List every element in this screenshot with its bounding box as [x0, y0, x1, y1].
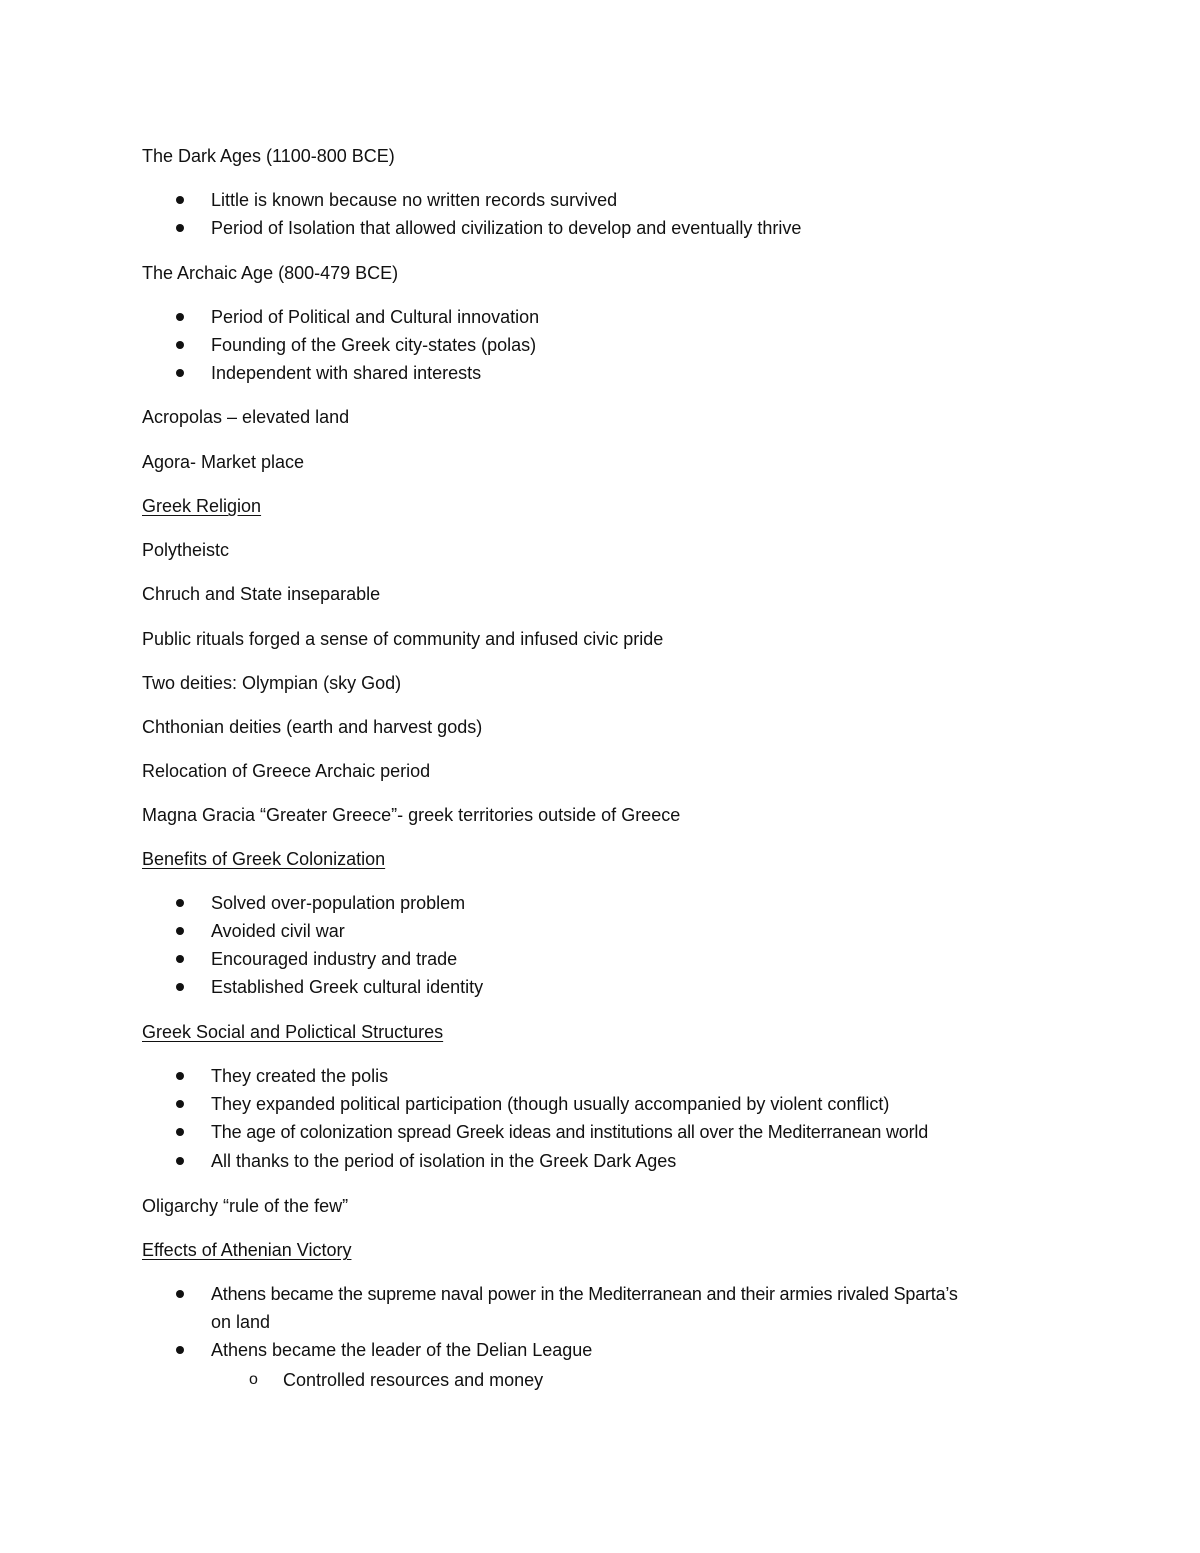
bullet-icon	[176, 1100, 184, 1108]
list-item: They expanded political participation (though usually accompanied by violent conflict)	[211, 1094, 890, 1114]
bullet-icon	[176, 899, 184, 907]
paragraph-line: Chthonian deities (earth and harvest gods)	[142, 717, 483, 737]
list-item: Athens became the supreme naval power in the Mediterranean and their armies rivaled Sparta’s	[211, 1284, 958, 1304]
list-item: Independent with shared interests	[211, 363, 482, 383]
list-item: They created the polis	[211, 1066, 389, 1086]
sub-bullet-icon: o	[249, 1371, 258, 1388]
bullet-icon	[176, 1128, 184, 1136]
bullet-icon	[176, 1290, 184, 1298]
list-item: Encouraged industry and trade	[211, 949, 458, 969]
bullet-icon	[176, 955, 184, 963]
paragraph-line: Acropolas – elevated land	[142, 407, 350, 427]
list-item: Founding of the Greek city-states (polas)	[211, 335, 537, 355]
dark-ages-title: The Dark Ages (1100-800 BCE)	[142, 146, 395, 166]
bullet-icon	[176, 1157, 184, 1165]
bullet-icon	[176, 341, 184, 349]
list-item: Established Greek cultural identity	[211, 977, 484, 997]
paragraph-line: Relocation of Greece Archaic period	[142, 761, 431, 781]
paragraph-line: Oligarchy “rule of the few”	[142, 1196, 349, 1216]
list-item: Period of Political and Cultural innovation	[211, 307, 540, 327]
section-heading-greek-religion: Greek Religion	[142, 496, 262, 516]
list-item: Athens became the leader of the Delian League	[211, 1340, 593, 1360]
paragraph-line: Chruch and State inseparable	[142, 584, 381, 604]
bullet-icon	[176, 313, 184, 321]
section-heading-athenian-victory: Effects of Athenian Victory	[142, 1240, 352, 1260]
section-heading-social-political: Greek Social and Polictical Structures	[142, 1022, 444, 1042]
paragraph-line: Two deities: Olympian (sky God)	[142, 673, 402, 693]
paragraph-line: Agora- Market place	[142, 452, 305, 472]
list-item: The age of colonization spread Greek ideas and institutions all over the Mediterranean world	[211, 1122, 929, 1142]
list-item: Solved over-population problem	[211, 893, 466, 913]
list-item: All thanks to the period of isolation in the Greek Dark Ages	[211, 1151, 677, 1171]
bullet-icon	[176, 1346, 184, 1354]
archaic-age-title: The Archaic Age (800-479 BCE)	[142, 263, 399, 283]
list-item: Period of Isolation that allowed civilization to develop and eventually thrive	[211, 218, 802, 238]
paragraph-line: Magna Gracia “Greater Greece”- greek territories outside of Greece	[142, 805, 681, 825]
paragraph-line: Polytheistc	[142, 540, 230, 560]
sub-list-item: Controlled resources and money	[283, 1370, 544, 1390]
bullet-icon	[176, 927, 184, 935]
bullet-icon	[176, 196, 184, 204]
list-item: Avoided civil war	[211, 921, 345, 941]
bullet-icon	[176, 369, 184, 377]
paragraph-line: Public rituals forged a sense of community and infused civic pride	[142, 629, 664, 649]
bullet-icon	[176, 983, 184, 991]
list-item-continuation: on land	[211, 1312, 271, 1332]
bullet-icon	[176, 1072, 184, 1080]
section-heading-colonization: Benefits of Greek Colonization	[142, 849, 386, 869]
list-item: Little is known because no written records survived	[211, 190, 618, 210]
bullet-icon	[176, 224, 184, 232]
